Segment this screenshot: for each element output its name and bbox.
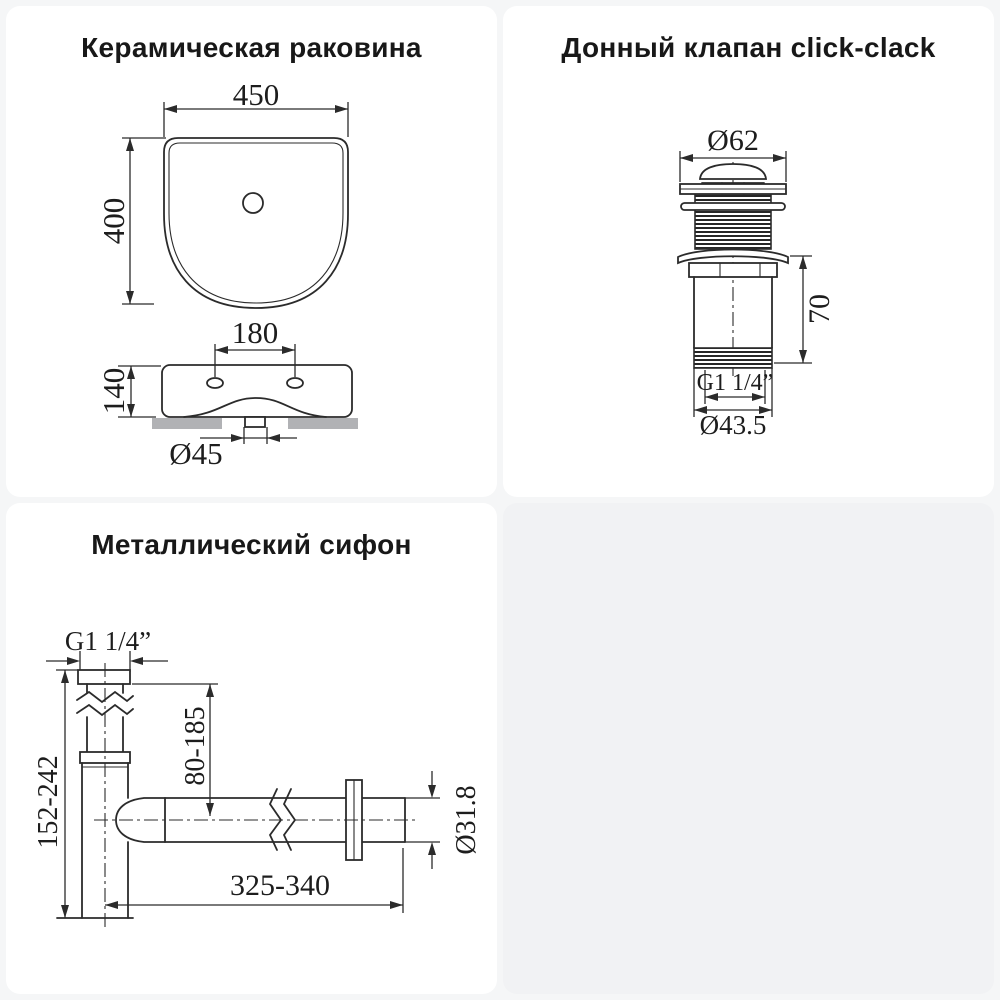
siphon-title: Металлический сифон (91, 529, 412, 560)
siphon-inlet-nut (78, 670, 130, 684)
siphon-dim-length-label: 325-340 (230, 869, 330, 902)
panel-ceramic-sink (6, 6, 497, 497)
valve-dim-height-label: 70 (803, 294, 836, 324)
sink-dim-450 (164, 77, 348, 137)
sink-front-view (152, 365, 358, 429)
sink-dim-depth-label: 400 (96, 197, 131, 245)
sink-title: Керамическая раковина (81, 32, 422, 63)
siphon-dim-total-label: 152-242 (33, 755, 64, 849)
siphon-dim-total-height (33, 670, 78, 918)
sink-dim-140 (96, 366, 161, 417)
siphon-dim-inlet-label: 80-185 (180, 706, 211, 786)
sink-mount-strip-left (152, 418, 222, 429)
panel-metal-siphon (6, 503, 497, 994)
panel-drain-valve (503, 6, 994, 497)
siphon-dim-thread (46, 626, 168, 672)
sink-dim-height-label: 140 (96, 367, 131, 415)
valve-title: Донный клапан click-clack (561, 32, 936, 63)
valve-dim-height (774, 256, 836, 363)
sink-dim-180 (215, 315, 295, 377)
valve-dim-cap-label: Ø62 (707, 124, 759, 157)
sink-dim-drain-label: Ø45 (169, 436, 223, 471)
valve-hex-nut (689, 263, 777, 277)
sink-drain-stub (245, 417, 265, 427)
sink-dim-400 (96, 138, 166, 304)
siphon-dim-pipe-label: Ø31.8 (451, 785, 482, 855)
sink-dim-spacing-label: 180 (231, 315, 279, 350)
valve-drawing (503, 6, 994, 497)
sink-dim-width-label: 450 (232, 77, 280, 112)
sink-mount-hole-left (207, 378, 223, 388)
valve-bell-flange (678, 250, 788, 264)
sink-drain-hole (243, 193, 263, 213)
sink-dim-drain (169, 427, 297, 471)
empty-panel (503, 503, 994, 994)
valve-cap-dome (700, 164, 766, 179)
sink-drawing (6, 6, 497, 497)
sink-mount-hole-right (287, 378, 303, 388)
sink-mount-strip-right (288, 418, 358, 429)
siphon-dim-pipe (405, 771, 482, 869)
valve-dim-thread-label: G1 1/4” (696, 370, 774, 396)
valve-thread-lower (694, 348, 772, 368)
valve-body (678, 162, 788, 380)
siphon-dim-inlet (132, 684, 218, 816)
sink-underside-curve (184, 398, 326, 417)
valve-dim-thread (697, 370, 774, 404)
sink-top-view (164, 138, 348, 308)
valve-washer (681, 203, 785, 210)
siphon-dim-thread-label: G1 1/4” (64, 626, 152, 656)
valve-dim-diameter-label: Ø43.5 (699, 410, 767, 440)
siphon-drawing (6, 503, 497, 994)
